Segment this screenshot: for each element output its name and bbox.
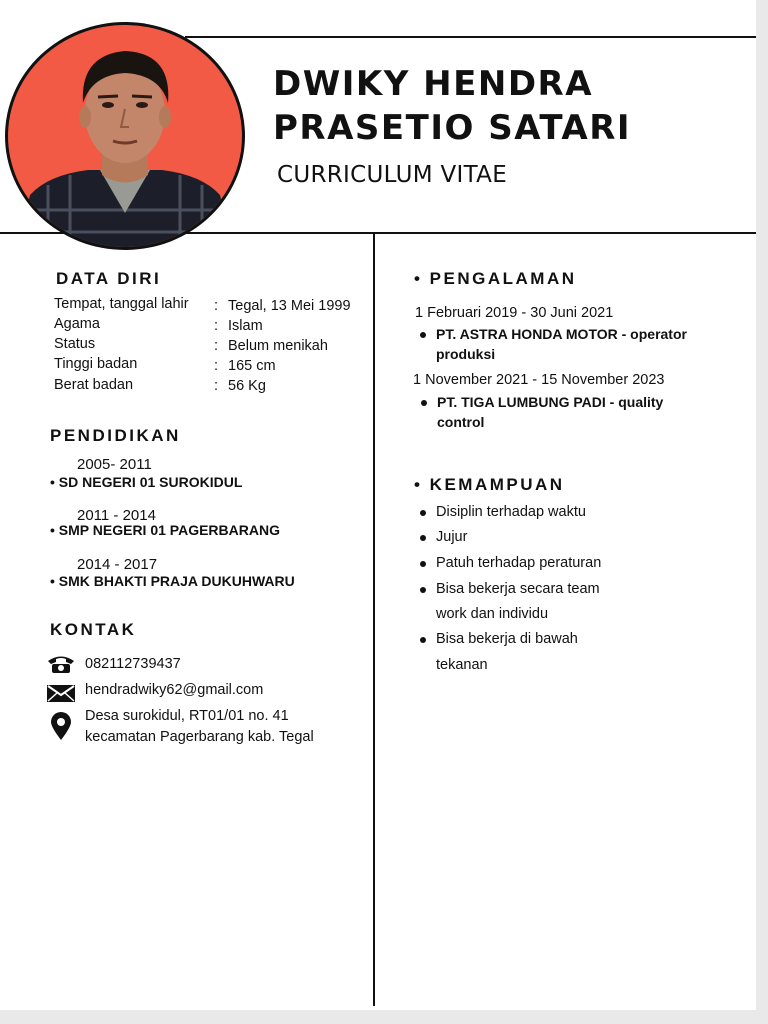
status-label: Status — [54, 336, 96, 352]
pengalaman-heading: • PENGALAMAN — [414, 269, 577, 288]
experience-bullet-1 — [420, 332, 426, 338]
height-label: Tinggi badan — [54, 356, 138, 372]
experience-period-2: 1 November 2021 - 15 November 2023 — [413, 372, 665, 388]
location-icon — [50, 711, 72, 741]
education-years-3: 2014 - 2017 — [77, 556, 158, 573]
education-school-2: • SMP NEGERI 01 PAGERBARANG — [50, 522, 280, 538]
address-line-2: kecamatan Pagerbarang kab. Tegal — [85, 729, 314, 745]
skill-bullet-1 — [420, 510, 426, 516]
education-school-3: • SMK BHAKTI PRAJA DUKUHWARU — [50, 573, 295, 589]
name-line-2: PRASETIO SATARI — [273, 108, 632, 148]
skill-item-5: Bisa bekerja di bawah — [436, 631, 578, 647]
experience-period-1: 1 Februari 2019 - 30 Juni 2021 — [415, 305, 614, 321]
weight-separator: : — [214, 378, 219, 394]
portrait-illustration — [8, 25, 242, 247]
phone-number[interactable]: 082112739437 — [85, 656, 181, 672]
name-line-1: DWIKY HENDRA — [273, 64, 594, 104]
kontak-heading: KONTAK — [50, 620, 137, 639]
email-address[interactable]: hendradwiky62@gmail.com — [85, 682, 264, 698]
education-years-2: 2011 - 2014 — [77, 507, 156, 524]
skill-item-3: Patuh terhadap peraturan — [436, 555, 602, 571]
skill-bullet-3 — [420, 561, 426, 567]
profile-photo — [5, 22, 245, 250]
full-name — [273, 62, 631, 150]
skill-item-2: Jujur — [436, 529, 468, 545]
religion-separator: : — [214, 318, 219, 334]
religion-value: Islam — [228, 318, 263, 334]
address-line-1: Desa surokidul, RT01/01 no. 41 — [85, 708, 289, 724]
kemampuan-heading: • KEMAMPUAN — [414, 475, 565, 494]
skill-item-4-continued: work dan individu — [436, 606, 549, 622]
experience-role-2: control — [437, 414, 485, 430]
experience-bullet-2 — [421, 400, 427, 406]
experience-company-2: PT. TIGA LUMBUNG PADI - quality — [437, 394, 664, 410]
education-school-1: • SD NEGERI 01 SUROKIDUL — [50, 474, 243, 490]
height-separator: : — [214, 358, 219, 374]
status-value: Belum menikah — [228, 338, 328, 354]
birth-separator: : — [214, 298, 219, 314]
religion-label: Agama — [54, 316, 100, 332]
weight-value: 56 Kg — [228, 378, 266, 394]
skill-item-5-continued: tekanan — [436, 657, 488, 673]
document-subtitle: CURRICULUM VITAE — [277, 162, 508, 188]
skill-bullet-5 — [420, 637, 426, 643]
skill-item-1: Disiplin terhadap waktu — [436, 504, 586, 520]
mail-icon — [46, 684, 76, 703]
pendidikan-heading: PENDIDIKAN — [50, 426, 181, 445]
experience-role-1: produksi — [436, 346, 496, 362]
skill-item-4: Bisa bekerja secara team — [436, 581, 600, 597]
birth-label: Tempat, tanggal lahir — [54, 296, 189, 312]
education-years-1: 2005- 2011 — [77, 456, 152, 473]
experience-company-1: PT. ASTRA HONDA MOTOR - operator — [436, 326, 687, 342]
weight-label: Berat badan — [54, 377, 134, 393]
header-top-rule — [185, 36, 756, 38]
birth-value: Tegal, 13 Mei 1999 — [228, 298, 351, 314]
column-divider — [373, 233, 375, 1006]
profile-photo-background — [8, 25, 242, 247]
status-separator: : — [214, 338, 219, 354]
phone-icon — [46, 654, 76, 674]
skill-bullet-4 — [420, 587, 426, 593]
skill-bullet-2 — [420, 535, 426, 541]
data-diri-heading: DATA DIRI — [56, 269, 162, 288]
height-value: 165 cm — [228, 358, 276, 374]
